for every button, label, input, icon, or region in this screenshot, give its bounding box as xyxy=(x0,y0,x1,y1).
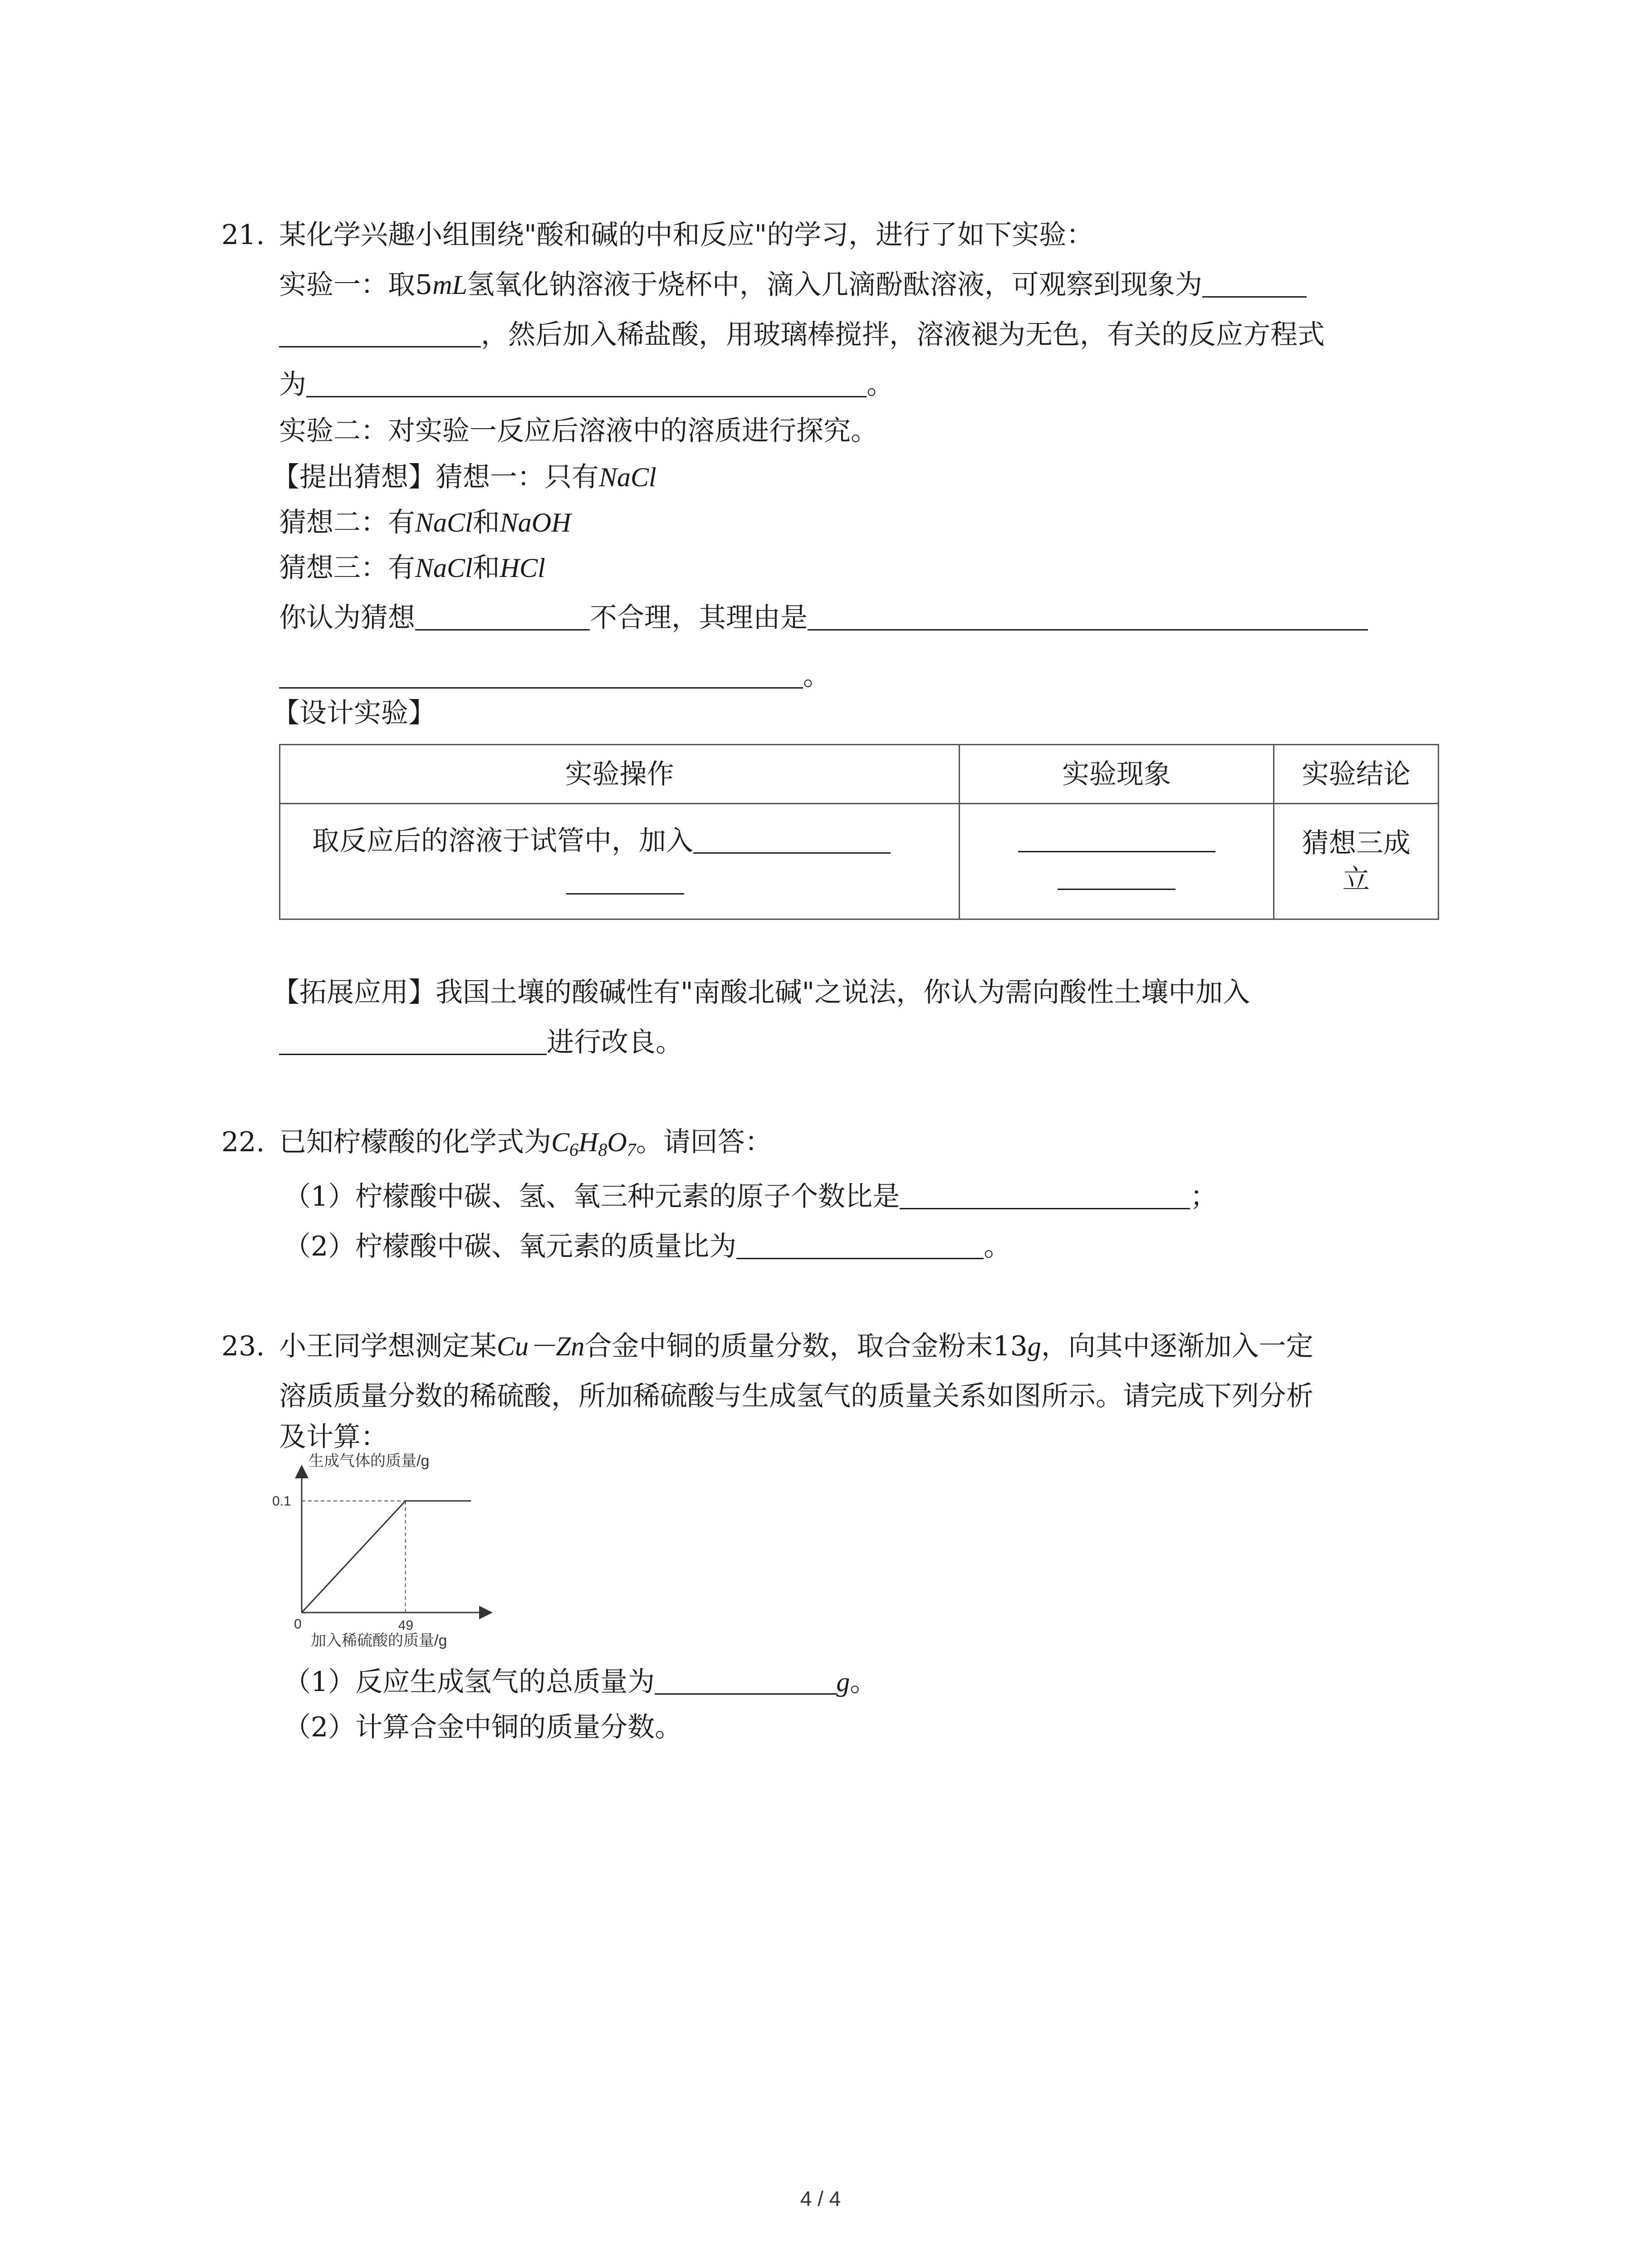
q21-design-title: 【设计实验】 xyxy=(272,697,436,729)
q21-guess1-text: 【提出猜想】猜想一：只有 xyxy=(272,461,599,493)
q22-stem xyxy=(279,1124,772,1160)
q23-chart xyxy=(268,1452,522,1660)
q22-formula-c-count: 6 xyxy=(569,1139,579,1160)
table-conclusion-line2: 立 xyxy=(1342,864,1370,895)
table-header-phenomenon: 实验现象 xyxy=(960,745,1274,804)
q21-experiment-table xyxy=(279,744,1439,920)
q21-exp1-unit: mL xyxy=(432,270,467,300)
q23-part1-unit: g xyxy=(836,1667,850,1697)
q21-extend-line1: 【拓展应用】我国土壤的酸碱性有"南酸北碱"之说法，你认为需向酸性土壤中加入 xyxy=(272,977,1250,1008)
q21-blank-observation[interactable] xyxy=(1018,833,1215,852)
q21-blank-reagent[interactable] xyxy=(693,825,891,854)
q21-exp2: 实验二：对实验一反应后溶液中的溶质进行探究。 xyxy=(279,415,878,447)
q23-blank-hydrogen-mass[interactable] xyxy=(655,1666,836,1695)
table-cell-phenomenon xyxy=(960,804,1274,919)
q21-exp1-text-b: 氢氧化钠溶液于烧杯中，滴入几滴酚酞溶液，可观察到现象为 xyxy=(467,269,1202,301)
q22-formula-h-count: 8 xyxy=(598,1139,607,1160)
q22-part1-end: ； xyxy=(1190,1181,1218,1212)
q21-number: 21. xyxy=(221,219,265,251)
q21-reason-text-b: 不合理，其理由是 xyxy=(590,602,808,634)
q22-formula xyxy=(551,1127,636,1160)
q21-intro: 某化学兴趣小组围绕"酸和碱的中和反应"的学习，进行了如下实验： xyxy=(279,219,1094,251)
q22-formula-h: H xyxy=(578,1127,598,1157)
q21-blank-phenomenon[interactable] xyxy=(1202,269,1307,298)
q21-guess2-formula1: NaCl xyxy=(415,508,473,538)
q23-text-c: ，向其中逐渐加入一定 xyxy=(1041,1330,1313,1362)
q21-blank-phenomenon-cont[interactable] xyxy=(279,319,481,347)
q21-blank-guess[interactable] xyxy=(415,602,590,631)
q22-part1-text: （1）柠檬酸中碳、氢、氧三种元素的原子个数比是 xyxy=(284,1181,900,1212)
q22-blank-mass-ratio[interactable] xyxy=(736,1231,984,1259)
q21-reason-line2 xyxy=(279,658,830,694)
q22-stem-text-a: 已知柠檬酸的化学式为 xyxy=(279,1126,551,1158)
q21-extend-text-b: 进行改良。 xyxy=(547,1026,683,1058)
q21-guess3-text: 猜想三：有 xyxy=(279,552,415,584)
chart-origin-label: 0 xyxy=(294,1617,302,1632)
q21-guess2-text: 猜想二：有 xyxy=(279,507,415,538)
q23-part1 xyxy=(284,1664,877,1700)
table-header-row xyxy=(280,745,1439,804)
q21-exp1-line3 xyxy=(279,367,894,403)
q22-blank-atom-ratio[interactable] xyxy=(900,1181,1190,1209)
q22-formula-o: O xyxy=(607,1127,627,1157)
q21-exp1-text-3a: 为 xyxy=(279,369,306,401)
q21-exp1-line1 xyxy=(279,267,1307,303)
q23-alloy: Cu－Zn xyxy=(497,1331,585,1361)
q21-guess1 xyxy=(272,459,656,495)
q23-mass: 13 xyxy=(993,1330,1028,1362)
q23-chart-svg xyxy=(268,1452,522,1660)
table-header-conclusion: 实验结论 xyxy=(1274,745,1439,804)
q23-number: 23. xyxy=(221,1330,265,1362)
q22-number: 22. xyxy=(221,1126,265,1158)
q23-mass-unit: g xyxy=(1027,1331,1041,1361)
table-header-operation: 实验操作 xyxy=(280,745,960,804)
q21-blank-improver[interactable] xyxy=(279,1026,547,1055)
q22-stem-text-b: 。请回答： xyxy=(636,1126,772,1158)
table-operation-text: 取反应后的溶液于试管中，加入 xyxy=(312,825,693,857)
q22-formula-o-count: 7 xyxy=(627,1139,636,1160)
q21-guess2 xyxy=(279,504,571,541)
q21-blank-equation[interactable] xyxy=(306,369,867,397)
chart-y-tick-label: 0.1 xyxy=(272,1493,291,1509)
q22-part2-text: （2）柠檬酸中碳、氧元素的质量比为 xyxy=(284,1231,737,1262)
q21-reason-end: 。 xyxy=(803,660,830,692)
q21-blank-reason-cont[interactable] xyxy=(279,660,803,689)
q21-guess2-formula2: NaOH xyxy=(500,508,571,538)
q21-blank-reagent-cont[interactable] xyxy=(566,866,684,894)
table-cell-conclusion xyxy=(1274,804,1439,919)
q23-line2: 溶质质量分数的稀硫酸，所加稀硫酸与生成氢气的质量关系如图所示。请完成下列分析 xyxy=(279,1380,1313,1412)
table-conclusion-line1: 猜想三成 xyxy=(1302,827,1411,859)
q23-text-b: 合金中铜的质量分数，取合金粉末 xyxy=(584,1330,993,1362)
q23-line3: 及计算： xyxy=(279,1421,388,1453)
table-cell-operation xyxy=(280,804,960,919)
q21-reason-line1 xyxy=(279,600,1368,636)
q21-reason-text-a: 你认为猜想 xyxy=(279,602,415,634)
q23-part1-end: 。 xyxy=(850,1666,877,1698)
q21-exp1-text-2: ，然后加入稀盐酸，用玻璃棒搅拌，溶液褪为无色，有关的反应方程式 xyxy=(481,319,1325,351)
q21-exp1-text-3b: 。 xyxy=(867,369,894,401)
q21-guess3-formula1: NaCl xyxy=(415,553,473,583)
q21-guess3 xyxy=(279,550,545,586)
q21-guess1-formula: NaCl xyxy=(599,462,656,492)
q21-extend-line2 xyxy=(279,1024,683,1061)
q21-exp1-text-a: 实验一：取 xyxy=(279,269,415,301)
chart-x-tick-label: 49 xyxy=(398,1618,414,1633)
q21-guess3-formula2: HCl xyxy=(500,553,545,583)
q21-exp1-volume: 5 xyxy=(415,269,433,301)
table-row xyxy=(280,804,1439,919)
q23-line1 xyxy=(279,1328,1313,1364)
chart-x-label: 加入稀硫酸的质量/g xyxy=(311,1632,447,1649)
q21-guess3-and: 和 xyxy=(472,552,500,584)
q22-part2-end: 。 xyxy=(984,1231,1011,1262)
chart-series-line xyxy=(302,1501,471,1613)
q22-part2 xyxy=(284,1228,1011,1265)
chart-y-label: 生成气体的质量/g xyxy=(309,1452,430,1470)
q23-part2: （2）计算合金中铜的质量分数。 xyxy=(284,1711,682,1743)
q21-blank-observation-cont[interactable] xyxy=(1058,870,1176,890)
q21-guess2-and: 和 xyxy=(472,507,500,538)
q21-exp1-line2 xyxy=(279,317,1325,353)
q22-part1 xyxy=(284,1178,1217,1215)
q23-part1-text: （1）反应生成氢气的总质量为 xyxy=(284,1666,655,1698)
q22-formula-c: C xyxy=(551,1127,570,1157)
q23-text-a: 小王同学想测定某 xyxy=(279,1330,497,1362)
q21-blank-reason[interactable] xyxy=(808,602,1368,631)
page-number: 4 / 4 xyxy=(800,2187,841,2210)
